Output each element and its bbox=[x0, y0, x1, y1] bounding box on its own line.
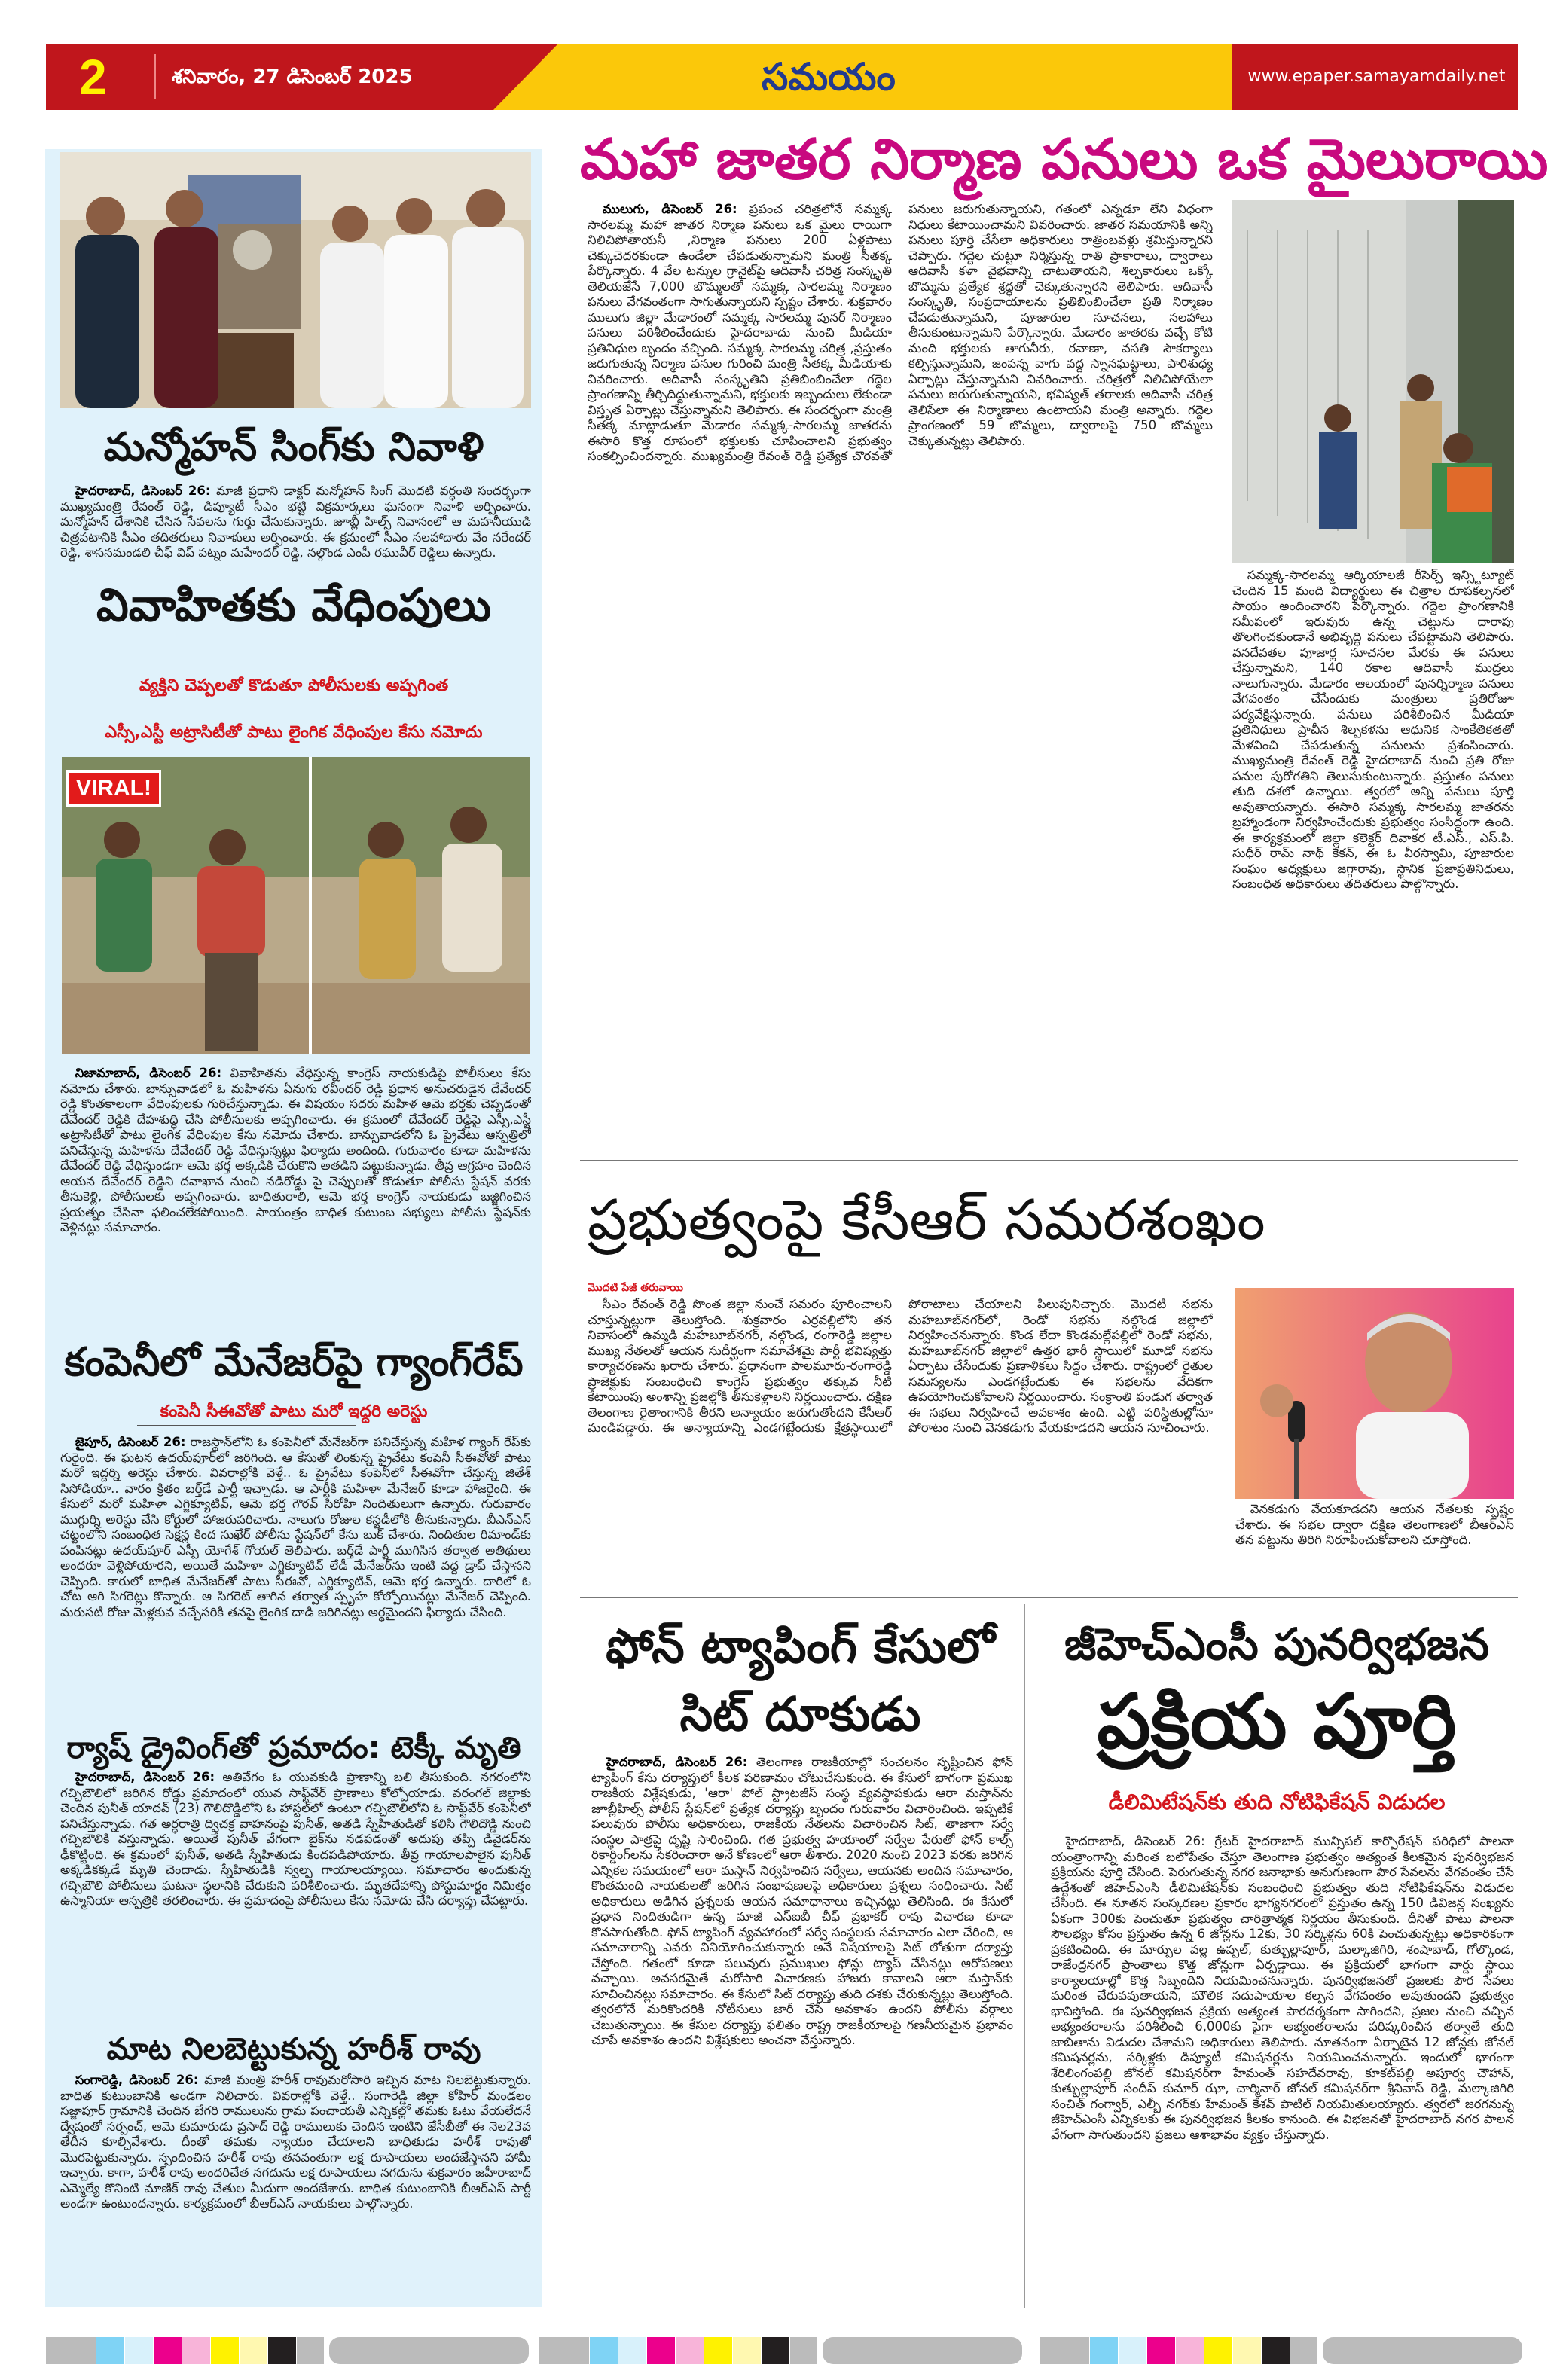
ghmc-headline-line1: జీహెచ్ఎంసీ పునర్విభజన bbox=[1064, 1619, 1490, 1670]
kcr-article-body: సీఎం రేవంత్ రెడ్డి సొంత జిల్లా నుంచే సమరం పూరించాలని చూస్తున్నట్లుగా తెలుస్తోంది. శుక్రవారం ఎర్రవల్లిలోని తన నివాసంలో ఉమ్మడి మహబూబ్‌నగర్, నల్గొండ, రంగారెడ్డి జిల్లాల ముఖ్య నేతలతో ఆయన సుదీర్ఘంగా సమావేశమై పార్టీ భవిష్యత్తు కార్యాచరణను ఖరారు చేశారు. ప్రధానంగా పాలమూరు-రంగారెడ్డి ప్రాజెక్టుకు సంబంధించి కాంగ్రెస్ ప్రభుత్వం తక్కువ నీటి కేటాయింపు అంశాన్ని ప్రజల్లోకి తీసుకెళ్లాలని నిర్ణయించారు. దక్షిణ తెలంగాణ రైతాంగానికి తీరని అన్యాయం జరుగుతోందని కేసీఆర్ మండిపడ్డారు. ఈ అన్యాయాన్ని ఎండగట్టేందుకు క్షేత్రస్థాయిలో పోరాటాలు చేయాలని పిలుపునిచ్చారు. మొదటి సభను మహబూబ్‌నగర్‌లో, రెండో సభను నల్గొండ జిల్లాలో నిర్వహించనున్నారు. కొండ లేదా కొండమల్లేపల్లిలో రెండో సభను, మహబూబ్‌నగర్ జిల్లాలో ఉత్తర భారీ స్థాయిలో మూడో సభను ఏర్పాటు చేసేందుకు ప్రణాళికలు సిద్ధం చేశారు. రాష్ట్రంలో రైతుల సమస్యలను ఎండగట్టేందుకు ఈ సభలను వేదికగా ఉపయోగించుకోవాలని నిర్ణయించారు. సంక్రాంతి పండుగ తర్వాత ఈ సభలు నిర్వహించే అవకాశం ఉంది. ఎట్టి పరిస్థితుల్లోనూ పోరాటం నుంచి వెనకడుగు వేయకూడదని ఆయన సూచించారు. bbox=[588, 1297, 1213, 1435]
color-swatch bbox=[1262, 2337, 1290, 2364]
color-swatch bbox=[1040, 2337, 1089, 2364]
dateline: హైదరాబాద్, డిసెంబర్ 26: bbox=[75, 1770, 215, 1784]
photo-kcr-speaking bbox=[1235, 1288, 1514, 1499]
article-text: గ్రేటర్ హైదరాబాద్ మున్సిపల్ కార్పొరేషన్ పరిధిలో పాలనా యంత్రాంగాన్ని మరింత బలోపేతం చేస్తూ తెలంగాణ ప్రభుత్వం అత్యంత కీలకమైన పునర్విభజన ప్రక్రియను పూర్తి చేసింది. పెరుగుతున్న నగర జనాభాకు అనుగుణంగా పౌర సేవలను వేగవంతం చేసే ఉద్దేశంతో జిహెచ్‌ఎంసి డీలిమిటేషన్‌కు సంబంధించి ప్రభుత్వం తుది నోటిఫికేషన్‌ను విడుదల చేసింది. ఈ నూతన సంస్కరణల ప్రకారం భాగ్యనగరంలో ప్రస్తుతం ఉన్న 150 డివిజన్ల సంఖ్యను ఏకంగా 300కు పెంచుతూ ప్రభుత్వం చారిత్రాత్మక నిర్ణయం తీసుకుంది. దీనితో పాటు పాలనా సౌలభ్యం కోసం ప్రస్తుతం ఉన్న 6 జోన్లను 12కు, 30 సర్కిళ్లను 60కి పెంచుతున్నట్లు అధికారికంగా ప్రకటించింది. ఈ మార్పుల వల్ల ఉప్పల్, కుత్బుల్లాపూర్, మల్కాజిగిరి, శంషాబాద్, గోల్కొండ, రాజేంద్రనగర్ ప్రాంతాలు కొత్త జోన్లుగా ఏర్పడ్డాయి. ఈ ప్రక్రియలో భాగంగా వార్డు స్థాయి కార్యాలయాల్లో కొత్త సిబ్బందిని నియమించనున్నారు. పునర్విభజనతో ప్రజలకు పౌర సేవలు మరింత చేరువవుతాయని, మౌలిక సదుపాయాల కల్పన వేగవంతం అవుతుందని ప్రభుత్వం భావిస్తోంది. ఈ పునర్విభజన ప్రక్రియ అత్యంత పారదర్శకంగా సాగిందని, ప్రజల నుంచి వచ్చిన అభ్యంతరాలను పరిశీలించి 6,000కు పైగా అభ్యంతరాలను పరిష్కరించిన తర్వాతే తుది జాబితాను విడుదల చేశామని అధికారులు తెలిపారు. నూతనంగా ఏర్పాటైన 12 జోన్లకు జోనల్ కమిషనర్లను, సర్కిళ్లకు డిప్యూటీ కమిషనర్లను నియమించనున్నారు. ఇందులో భాగంగా శేరిలింగంపల్లి జోనల్ కమిషనర్‌గా హేమంత్ సహదేవరావు, కూకట్‌పల్లి అపూర్వ చౌహాన్, కుత్బుల్లాపూర్ సందీప్ కుమార్ ఝా, చార్మినార్ జోనల్ కమిషనర్‌గా శ్రీనివాస్ రెడ్డి, మల్కాజిగిరి సంచిత్ గంగ్వార్, ఎల్బీ నగర్‌కు హేమంత్ కేశవ్ పాటిల్ నియమితులయ్యారు. త్వరలో జరగనున్న జీహెచ్ఎంసీ ఎన్నికలకు ఈ పునర్విభజన కీలకం కానుంది. ఈ విభజనతో హైదరాబాద్ నగర పాలన వేగంగా సాగుతుందని ప్రజలు ఆశాభావం వ్యక్తం చేస్తున్నారు. bbox=[1051, 1834, 1514, 2142]
gray-bar bbox=[329, 2337, 529, 2364]
color-swatch bbox=[539, 2337, 589, 2364]
article-text: ప్రపంచ చరిత్రలోనే సమ్మక్క సారలమ్మ మహా జాతర నిర్మాణ పనులు ఒక మైలు రాయిగా నిలిచిపోతాయనీ ,నిర్మాణ పనులు 200 ఏళ్లపాటు చెక్కుచెదరకుండా ఉండేలా చేపడుతున్నామని మంత్రి సీతక్క పేర్కొన్నారు. 4 వేల టన్నుల గ్రానైట్‌పై ఆదివాసీ చరిత్ర సంస్కృతి తెలియజేసే 7,000 బొమ్మలతో సమ్మక్క సారలమ్మ నిర్మాణం పనులు వేగవంతంగా సాగుతున్నాయని స్పష్టం చేశారు. శుక్రవారం ములుగు జిల్లా మేడారంలో సమ్మక్క సారలమ్మ పునర్ నిర్మాణం పనులు పరిశీలించేందుకు హైదరాబాదు నుంచి మీడియా ప్రతినిధుల బృందం వచ్చింది. సమ్మక్క సారలమ్మ చరిత్ర ,ప్రస్తుతం జరుగుతున్న నిర్మాణ పనుల గురించి మంత్రి సీతక్క మీడియాకు వివరించారు. ఆదివాసీ సంస్కృతిని ప్రతిబింబించేలా గద్దెల ప్రాంగణాన్ని తీర్చిదిద్దుతున్నామని, భక్తులకు ఇబ్బందులు లేకుండా విస్తృత ఏర్పాట్లు చేస్తున్నామని తెలిపారు. ఈ సందర్భంగా మంత్రి సీతక్క మాట్లాడుతూ మేడారం సమ్మక్క-సారలమ్మ జాతరను ఈసారి కొత్త రూపంలో భక్తులకు చూపించాలని ప్రభుత్వం సంకల్పించిందన్నారు. ముఖ్యమంత్రి రేవంత్ రెడ్డి ప్రత్యేక చొరవతో పనులు జరుగుతున్నాయని, గతంలో ఎన్నడూ లేని విధంగా నిధులు కేటాయించామని వివరించారు. జాతర సమయానికి అన్ని పనులు పూర్తి చేసేలా అధికారులు రాత్రింబవళ్లు శ్రమిస్తున్నారని చెప్పారు. గద్దెల చుట్టూ నిర్మిస్తున్న రాతి ప్రాకారాలు, ద్వారాలు ఆదివాసీ కళా వైభవాన్ని చాటుతాయని, శిల్పకారులు ఒక్కో బొమ్మను ప్రత్యేక శ్రద్ధతో చెక్కుతున్నారని తెలిపారు. ఆదివాసీ సంస్కృతి, సంప్రదాయాలను ప్రతిబింబించేలా ప్రతి నిర్మాణం చేపడుతున్నామని, పూజారుల సూచనలు, సలహాలు తీసుకుంటున్నామని పేర్కొన్నారు. మేడారం జాతరకు వచ్చే కోటి మంది భక్తులకు తాగునీరు, రవాణా, వసతి సౌకర్యాలు కల్పిస్తున్నామని, జంపన్న వాగు వద్ద స్నానఘట్టాలు, పారిశుధ్య ఏర్పాట్లు చేస్తున్నామని వివరించారు. చరిత్రలో నిలిచిపోయేలా పనులు జరుగుతున్నాయని, భవిష్యత్ తరాలకు ఆదివాసీ చరిత్ర తెలిసేలా ఈ నిర్మాణాలు ఉంటాయని మంత్రి అన్నారు. గద్దెల ప్రాంగణంలో 59 బొమ్మలు, ద్వారాలపై 750 బొమ్మలు చెక్కుతున్నట్లు తెలిపారు. bbox=[588, 202, 1213, 463]
subhead-divider bbox=[137, 1425, 356, 1426]
continuation-kicker: మొదటి పేజీ తరువాయి bbox=[588, 1282, 683, 1294]
ghmc-subhead: డీలిమిటేషన్‌కు తుది నోటిఫికేషన్ విడుదల bbox=[1108, 1790, 1446, 1814]
color-swatch bbox=[704, 2337, 732, 2364]
color-swatch bbox=[96, 2337, 124, 2364]
epaper-url[interactable]: www.epaper.samayamdaily.net bbox=[1247, 67, 1506, 86]
color-swatch bbox=[618, 2337, 646, 2364]
issue-date: శనివారం, 27 డిసెంబర్ 2025 bbox=[172, 66, 413, 88]
masthead-logo: సమయం bbox=[762, 55, 896, 99]
article-text: మాజీ ప్రధాని డాక్టర్ మన్మోహన్ సింగ్ మొదటి వర్ధంతి సందర్భంగా ముఖ్యమంత్రి రేవంత్ రెడ్డి, డిప్యూటీ సీఎం భట్టి విక్రమార్కలు ఘనంగా నివాళి అర్పించారు. మన్మోహన్ దేశానికి చేసిన సేవలను గుర్తు చేసుకున్నారు. జూబ్లీ హిల్స్ నివాసంలో ఆ మహనీయుడి చిత్రపటానికి సీఎం తదితరులు నివాళులు అర్పించారు. ఈ క్రమంలో సీఎం సలహాదారు వేం నరేందర్ రెడ్డి, శాసనమండలి చీఫ్ విప్ పట్నం మహేందర్ రెడ్డి, నల్గొండ ఎంపీ రఘువీర్ రెడ్డిలు ఉన్నారు. bbox=[60, 484, 531, 560]
manmohan-tribute-photo bbox=[60, 152, 531, 408]
viral-badge: VIRAL! bbox=[66, 770, 161, 807]
color-swatch bbox=[1290, 2337, 1317, 2364]
kcr-photo bbox=[1235, 1288, 1514, 1499]
color-swatch bbox=[1147, 2337, 1175, 2364]
color-swatch bbox=[211, 2337, 239, 2364]
dateline: జైపూర్, డిసెంబర్ 26: bbox=[75, 1435, 186, 1449]
phone-tapping-article-body bbox=[591, 1755, 1013, 2305]
photo-temple-works bbox=[1232, 200, 1514, 563]
rash-driving-headline: ర్యాష్ డ్రైవింగ్‌తో ప్రమాదం: టెక్కీ మృతి bbox=[66, 1731, 521, 1765]
main-article-continuation: సమ్మక్క-సారలమ్మ ఆర్కియాలజీ రీసెర్చ్ ఇన్స్టిట్యూట్ చెందిన 15 మంది విద్యార్థులు ఈ చిత్రాల రూపకల్పనలో సాయం అందించారని పేర్కొన్నారు. గద్దెల ప్రాంగణానికి సమీపంలో ఇరువురు ఉన్న చెట్టును దారాపు తొలగించకుండానే అభివృద్ధి పనులు చేపట్టామని తెలిపారు. వనదేవతల పూజార్ల సూచనల మేరకు ఈ పనులు చేస్తున్నామని, 140 రకాల ఆదివాసీ ముద్రలు నాలుగున్నారు. మేడారం ఆలయంలో పునర్నిర్మాణ పనులు వేగవంతం చేసేందుకు మంత్రులు ప్రతిరోజూ పర్యవేక్షిస్తున్నారు. పనులు పరిశీలించిన మీడియా ప్రతినిధులు ప్రాచీన శిల్పకళను ఆధునిక సాంకేతికతతో మేళవించి చేపడుతున్న పనులను ప్రశంసించారు. ముఖ్యమంత్రి రేవంత్ రెడ్డి హైదరాబాద్ నుంచి ప్రతి రోజు పనుల పురోగతిని తెలుసుకుంటున్నారు. ప్రస్తుతం పనులు తుది దశలో ఉన్నాయి. త్వరలో అన్ని పనులు పూర్తి అవుతాయన్నారు. ఈసారి సమ్మక్క సారలమ్మ జాతరను బ్రహ్మాండంగా నిర్వహించేందుకు ప్రభుత్వం సంసిద్ధంగా ఉంది. ఈ కార్యక్రమంలో జిల్లా కలెక్టర్ దివాకర టీ.ఎస్., ఎస్.పి. సుధీర్ రామ్ నాథ్ కేకన్, ఈ ఓ వీరస్వామి, పూజారుల సంఘం అధ్యక్షులు జగ్గారావు, స్థానిక ప్రజాప్రతినిధులు, సంబంధిత అధికారులు తదితరులు పాల్గొన్నారు. bbox=[1232, 568, 1514, 891]
gray-bar bbox=[823, 2337, 1022, 2364]
vivahita-subhead-2: ఎస్సీ,ఎస్టీ అట్రాసిటీతో పాటు లైంగిక వేధింపుల కేసు నమోదు bbox=[105, 723, 483, 742]
dateline: నిజామాబాద్, డిసెంబర్ 26: bbox=[75, 1066, 222, 1080]
article-text: రాజస్థాన్‌లోని ఓ కంపెనీలో మేనేజర్‌గా పనిచేస్తున్న మహిళ గ్యాంగ్ రేప్‌కు గురైంది. ఈ ఘటన ఉదయ్‌పూర్‌లో జరిగింది. ఆ కేసుతో లింకున్న ప్రైవేటు కంపెనీ సీఈవోతో పాటు మరో ఇద్దర్ని అరెస్టు చేశారు. వివరాల్లోకి వెళ్తే.. ఓ ప్రైవేటు కంపెనీలో సీఈవోగా చేస్తున్న జితేశ్ సిసోడియా.. వారం క్రితం బర్త్‌డే పార్టీ ఇచ్చాడు. ఆ పార్టీకి మహిళా మేనేజర్ కూడా హాజరైంది. ఈ కేసులో మరో మహిళా ఎగ్జిక్యూటివ్, ఆమె భర్త గౌరవ్ సిరోహి నిందితులుగా ఉన్నారు. గురువారం ముగ్గుర్ని అరెస్టు చేసి కోర్టులో హాజరుపరిచారు. నాలుగు రోజుల కస్టడీలోకి తీసుకున్నారు. బీఎన్ఎస్ చట్టంలోని సంబంధిత సెక్షన్ల కింద సుఖేర్ పోలీసు స్టేషన్‌లో కేసు బుక్ చేశారు. నిందితుల రిమాండ్‌కు పంపినట్లు ఉదయ్‌పూర్ ఎస్పీ యోగేశ్ గోయల్ తెలిపారు. బర్త్‌డే పార్టీ ముగిసిన తర్వాత అతిథులు అందరూ వెళ్లిపోయారని, అయితే మహిళా ఎగ్జిక్యూటివ్ లేడీ మేనేజర్‌ను ఇంటి వద్ద డ్రాప్ చేస్తానని చెప్పింది. కారులో బాధిత మేనేజర్‌తో పాటు సీఈవో, ఎగ్జిక్యూటివ్, ఆమె భర్త ఉన్నారు. దారిలో ఓ చోట ఆగి సిగరెట్లు కొన్నారు. ఆ సిగరెట్ తాగిన తర్వాత స్పృహ కోల్పోయినట్లు మేనేజర్ చెప్పింది. మరుసటి రోజు మెళ్లకువ వచ్చేసరికి తనపై లైంగిక దాడి జరిగినట్లు అర్థమైందని ఫిర్యాదు చేసింది. bbox=[60, 1435, 531, 1619]
gray-bar bbox=[1323, 2337, 1522, 2364]
photo-tribute-image bbox=[60, 152, 531, 408]
color-swatch bbox=[790, 2337, 817, 2364]
company-article-body bbox=[60, 1435, 531, 1725]
harish-article-body bbox=[60, 2073, 531, 2299]
dateline: ములుగు, డిసెంబర్ 26: bbox=[602, 202, 737, 216]
article-text: అతివేగం ఓ యువకుడి ప్రాణాన్ని బలి తీసుకుంది. నగరంలోని గచ్చిబౌలిలో జరిగిన రోడ్డు ప్రమాదంలో యువ సాఫ్ట్‌వేర్ ప్రాణాలు కోల్పోయాడు. వరంగల్ జిల్లాకు చెందిన పునీత్ యాదవ్ (23) గౌలిదొడ్డిలోని ఓ హాస్టల్‌లో ఉంటూ గచ్చిబౌలిలోని ఓ సాఫ్ట్‌వేర్ కంపెనీలో పనిచేస్తున్నాడు. గత అర్ధరాత్రి ద్విచక్ర వాహనంపై పునీత్, అతడి స్నేహితుడితో కలిసి గౌలిదొడ్డి నుంచి గచ్చిబౌలికి వస్తున్నాడు. అయితే పునీత్ వేగంగా బైక్‌ను నడపడంతో అదుపు తప్పి డివైడర్‌ను ఢీకొట్టింది. ఈ క్రమంలో పునీత్, అతడి స్నేహితుడు కిందపడిపోయారు. తీవ్ర గాయాలపాలైన పునీత్ అక్కడికక్కడే మృతి చెందాడు. స్నేహితుడికి స్వల్ప గాయాలయ్యాయి. సమాచారం అందుకున్న గచ్చిబౌలి పోలీసులు ఘటనా స్థలానికి చేరుకుని పరిశీలించారు. మృతదేహాన్ని పోస్టుమార్టం నిమిత్తం ఉస్మానియా ఆస్పత్రికి తరలించారు. ఈ ప్రమాదంపై పోలీసులు కేసు నమోదు చేసి దర్యాప్తు చేపట్టారు. bbox=[60, 1770, 531, 1908]
manmohan-article-body bbox=[60, 484, 531, 578]
color-swatch bbox=[1176, 2337, 1204, 2364]
page-number: 2 bbox=[79, 49, 107, 105]
color-swatch bbox=[1204, 2337, 1232, 2364]
color-swatch bbox=[46, 2337, 96, 2364]
color-swatch bbox=[125, 2337, 153, 2364]
rash-driving-article-body bbox=[60, 1770, 531, 2022]
dateline: హైదరాబాద్, డిసెంబర్ 26: bbox=[75, 484, 211, 498]
article-text: మాజీ మంత్రి హరీశ్ రావుమరోసారి ఇచ్చిన మాట నిలబెట్టుకున్నారు. బాధిత కుటుంబానికి అండగా నిలిచారు. వివరాల్లోకి వెళ్తే.. సంగారెడ్డి జిల్లా కోహిర్ మండలం సజ్జాపూర్ గ్రామానికి చెందిన బేగరి రాములును గ్రామ పంచాయతీ ఎన్నికల్లో తమకు ఓటు వేయలేదనే ద్వేషంతో సర్పంచ్, ఆమె కుమారుడు ప్రసాద్ రెడ్డి రాములుకు చెందిన ఇంటిని జేసీబీతో ఈ నెల23వ తేదీన కూల్చివేశారు. దీంతో తమకు న్యాయం చేయాలని బాధితుడు హరీశ్ రావుతో మొరపెట్టుకున్నారు. స్పందించిన హరీశ్ రావు తనవంతుగా లక్ష రూపాయలు అందజేస్తానని హామీ ఇచ్చారు. కాగా, హరీశ్ రావు అందరిచేత నగదును లక్ష రూపాయలు నగదును శుక్రవారం జహీరాబాద్ ఎమ్మెల్యే కొనింటి మాణిక్ రావు చేతుల మీదుగా అందజేశారు. బాధిత కుటుంబానికి బీఆర్ఎస్ పార్టీ అండగా ఉంటుందన్నారు. కార్యక్రమంలో బీఆర్ఎస్ నాయకులు పాల్గొన్నారు. bbox=[60, 2073, 531, 2211]
article-text: వివాహితను వేధిస్తున్న కాంగ్రెస్ నాయకుడిపై పోలీసులు కేసు నమోదు చేశారు. బాన్సువాడలో ఓ మహిళను ఏనుగు రవీందర్ రెడ్డి ప్రధాన అనుచరుడైన దేవేందర్ రెడ్డి కొంతకాలంగా వేధింపులకు గురిచేస్తున్నాడు. ఈ విషయం సదరు మహిళ ఆమె భర్తకు చెప్పడంతో దేవేందర్ రెడ్డికి దేహశుద్ధి చేసి పోలీసులకు అప్పగించారు. ఈ క్రమంలో దేవేందర్ రెడ్డిపై ఎస్సీ,ఎస్టీ అట్రాసిటీతో పాటు లైంగిక వేధింపుల కేసు నమోదు చేశారు. బాన్సువాడలోని ఓ ప్రైవేటు ఆస్పత్రిలో పనిచేస్తున్న మహిళను దేవేందర్ రెడ్డి వేధిస్తున్నట్లు ఫిర్యాదు అందింది. గురువారం కూడా మహిళను దేవేందర్ రెడ్డి వేధిస్తుండగా ఆమె భర్త అక్కడికి చేరుకొని అతడిని పట్టుకున్నాడు. తీవ్ర ఆగ్రహం చెందిన ఆయన దేవేందర్ రెడ్డిని దవాఖాన నుంచి నడిరోడ్డు పై చెప్పులతో కొడుతూ పోలీసు స్టేషన్ వరకు తీసుకెళ్లి, పోలీసులకు అప్పగించారు. బాధితురాలి, ఆమె భర్త కాంగ్రెస్ నాయకుడు బజ్జిగించిన ప్రయత్నం చేసినా ఫలించలేకపోయింది. సాయంత్రం బాధిత కుటుంబ సభ్యులు పోలీసు స్టేషన్‌కు వెళ్లినట్లు సమాచారం. bbox=[60, 1066, 531, 1234]
color-swatch bbox=[240, 2337, 267, 2364]
dateline: సంగారెడ్డి, డిసెంబర్ 26: bbox=[75, 2073, 199, 2087]
article-text: తెలంగాణ రాజకీయాల్లో సంచలనం సృష్టించిన ఫోన్ ట్యాపింగ్ కేసు దర్యాప్తులో కీలక పరిణామం చోటుచేసుకుంది. ఈ కేసులో భాగంగా ప్రముఖ రాజకీయ విశ్లేషకుడు, 'ఆరా' పోల్ స్ట్రాటజీస్ సంస్థ వ్యవస్థాపకుడు ఆరా మస్తాన్‌ను జూబ్లీహిల్స్ పోలీస్ స్టేషన్‌లో ప్రత్యేక దర్యాప్తు బృందం గురువారం విచారించింది. ఇప్పటికే పలువురు పోలీసు అధికారులు, రాజకీయ నేతలను విచారించిన సిట్, తాజాగా సర్వే సంస్థల పాత్రపై దృష్టి సారించింది. గత ప్రభుత్వ హయాంలో సర్వేల పేరుతో ఫోన్ కాల్స్ రికార్డింగ్‌లను సేకరించారా అనే కోణంలో ఆరా తీశారు. 2020 నుంచి 2023 వరకు జరిగిన ఎన్నికల సమయంలో ఆరా మస్తాన్ నిర్వహించిన సర్వేలు, ఆయనకు అందిన సమాచారం, కొంతమంది నాయకులతో జరిగిన సంభాషణలపై అధికారులు ప్రశ్నలు సంధించారు. సిట్ అధికారులు అడిగిన ప్రశ్నలకు ఆయన సమాధానాలు ఇచ్చినట్లు తెలిసింది. ఈ కేసులో ప్రధాన నిందితుడిగా ఉన్న మాజీ ఎస్ఐబీ చీఫ్ ప్రభాకర్ రావు విచారణ కూడా కొనసాగుతోంది. ఫోన్ ట్యాపింగ్ వ్యవహారంలో సర్వే సంస్థలకు సమాచారం ఎలా చేరింది, ఆ సమాచారాన్ని ఎవరు వినియోగించుకున్నారు అనే విషయాలపై సిట్ లోతుగా దర్యాప్తు చేస్తోంది. గతంలో కూడా పలువురు ప్రముఖుల ఫోన్లు ట్యాప్ చేసినట్లు ఆరోపణలు వచ్చాయి. అవసరమైతే మరోసారి విచారణకు హాజరు కావాలని ఆరా మస్తాన్‌కు సూచించినట్లు సమాచారం. ఈ కేసులో సిట్ దర్యాప్తు తుది దశకు చేరుకున్నట్లు తెలుస్తోంది. త్వరలోనే మరికొందరికి నోటీసులు జారీ చేసే అవకాశం ఉందని పోలీసు వర్గాలు చెబుతున్నాయి. ఈ కేసుల దర్యాప్తు ఫలితం రాష్ట్ర రాజకీయాలపై గణనీయమైన ప్రభావం చూపే అవకాశం ఉందని విశ్లేషకులు అంచనా వేస్తున్నారు. bbox=[591, 1755, 1013, 2047]
vivahita-subhead-1: వ్యక్తిని చెప్పలతో కొడుతూ పోలీసులకు అప్పగింత bbox=[139, 676, 449, 695]
color-swatch bbox=[182, 2337, 210, 2364]
color-swatch bbox=[1233, 2337, 1261, 2364]
company-subhead: కంపెనీ సీఈవోతో పాటు మరో ఇద్దరి అరెస్టు bbox=[160, 1402, 428, 1421]
color-swatch bbox=[762, 2337, 789, 2364]
ghmc-headline-line2: ప్రక్రియ పూర్తి bbox=[1097, 1677, 1457, 1765]
vivahita-article-body bbox=[60, 1066, 531, 1329]
harish-headline: మాట నిలబెట్టుకున్న హరీశ్ రావు bbox=[106, 2032, 481, 2067]
dateline: హైదరాబాద్, డిసెంబర్ 26: bbox=[1065, 1834, 1205, 1848]
company-headline: కంపెనీలో మేనేజర్‌పై గ్యాంగ్‌రేప్ bbox=[64, 1340, 524, 1385]
section-divider bbox=[580, 1160, 1518, 1161]
vivahita-viral-photo bbox=[62, 757, 530, 1054]
main-article-body bbox=[588, 202, 1213, 1155]
section-divider bbox=[580, 1597, 1518, 1598]
color-swatch bbox=[590, 2337, 618, 2364]
color-swatch bbox=[297, 2337, 324, 2364]
dateline: హైదరాబాద్, డిసెంబర్ 26: bbox=[606, 1755, 748, 1769]
manmohan-headline: మన్మోహన్ సింగ్‌కు నివాళి bbox=[103, 425, 484, 470]
phone-tapping-headline-line2: సిట్ దూకుడు bbox=[679, 1686, 921, 1741]
vivahita-headline: వివాహితకు వేధింపులు bbox=[96, 579, 491, 632]
color-swatch bbox=[268, 2337, 296, 2364]
kcr-photo-caption-text: వెనకడుగు వేయకూడదని ఆయన నేతలకు స్పష్టం చేశారు. ఈ సభల ద్వారా దక్షిణ తెలంగాణలో బీఆర్ఎస్ తన పట్టును తిరిగి నిరూపించుకోవాలని చూస్తోంది. bbox=[1235, 1502, 1514, 1547]
phone-tapping-headline-line1: ఫోన్ ట్యాపింగ్ కేసులో bbox=[606, 1619, 995, 1674]
color-swatch bbox=[676, 2337, 704, 2364]
medaram-works-photo bbox=[1232, 200, 1514, 563]
color-swatch bbox=[154, 2337, 182, 2364]
main-headline: మహా జాతర నిర్మాణ పనులు ఒక మైలురాయి bbox=[580, 127, 1549, 192]
ghmc-article-body bbox=[1051, 1834, 1514, 2305]
color-swatch bbox=[733, 2337, 761, 2364]
column-divider bbox=[1024, 1604, 1025, 2308]
color-swatch bbox=[647, 2337, 675, 2364]
color-swatch bbox=[1090, 2337, 1118, 2364]
header-divider bbox=[154, 54, 156, 99]
color-swatch bbox=[1119, 2337, 1146, 2364]
kcr-headline: ప్రభుత్వంపై కేసీఆర్ సమరశంఖం bbox=[588, 1188, 1265, 1253]
